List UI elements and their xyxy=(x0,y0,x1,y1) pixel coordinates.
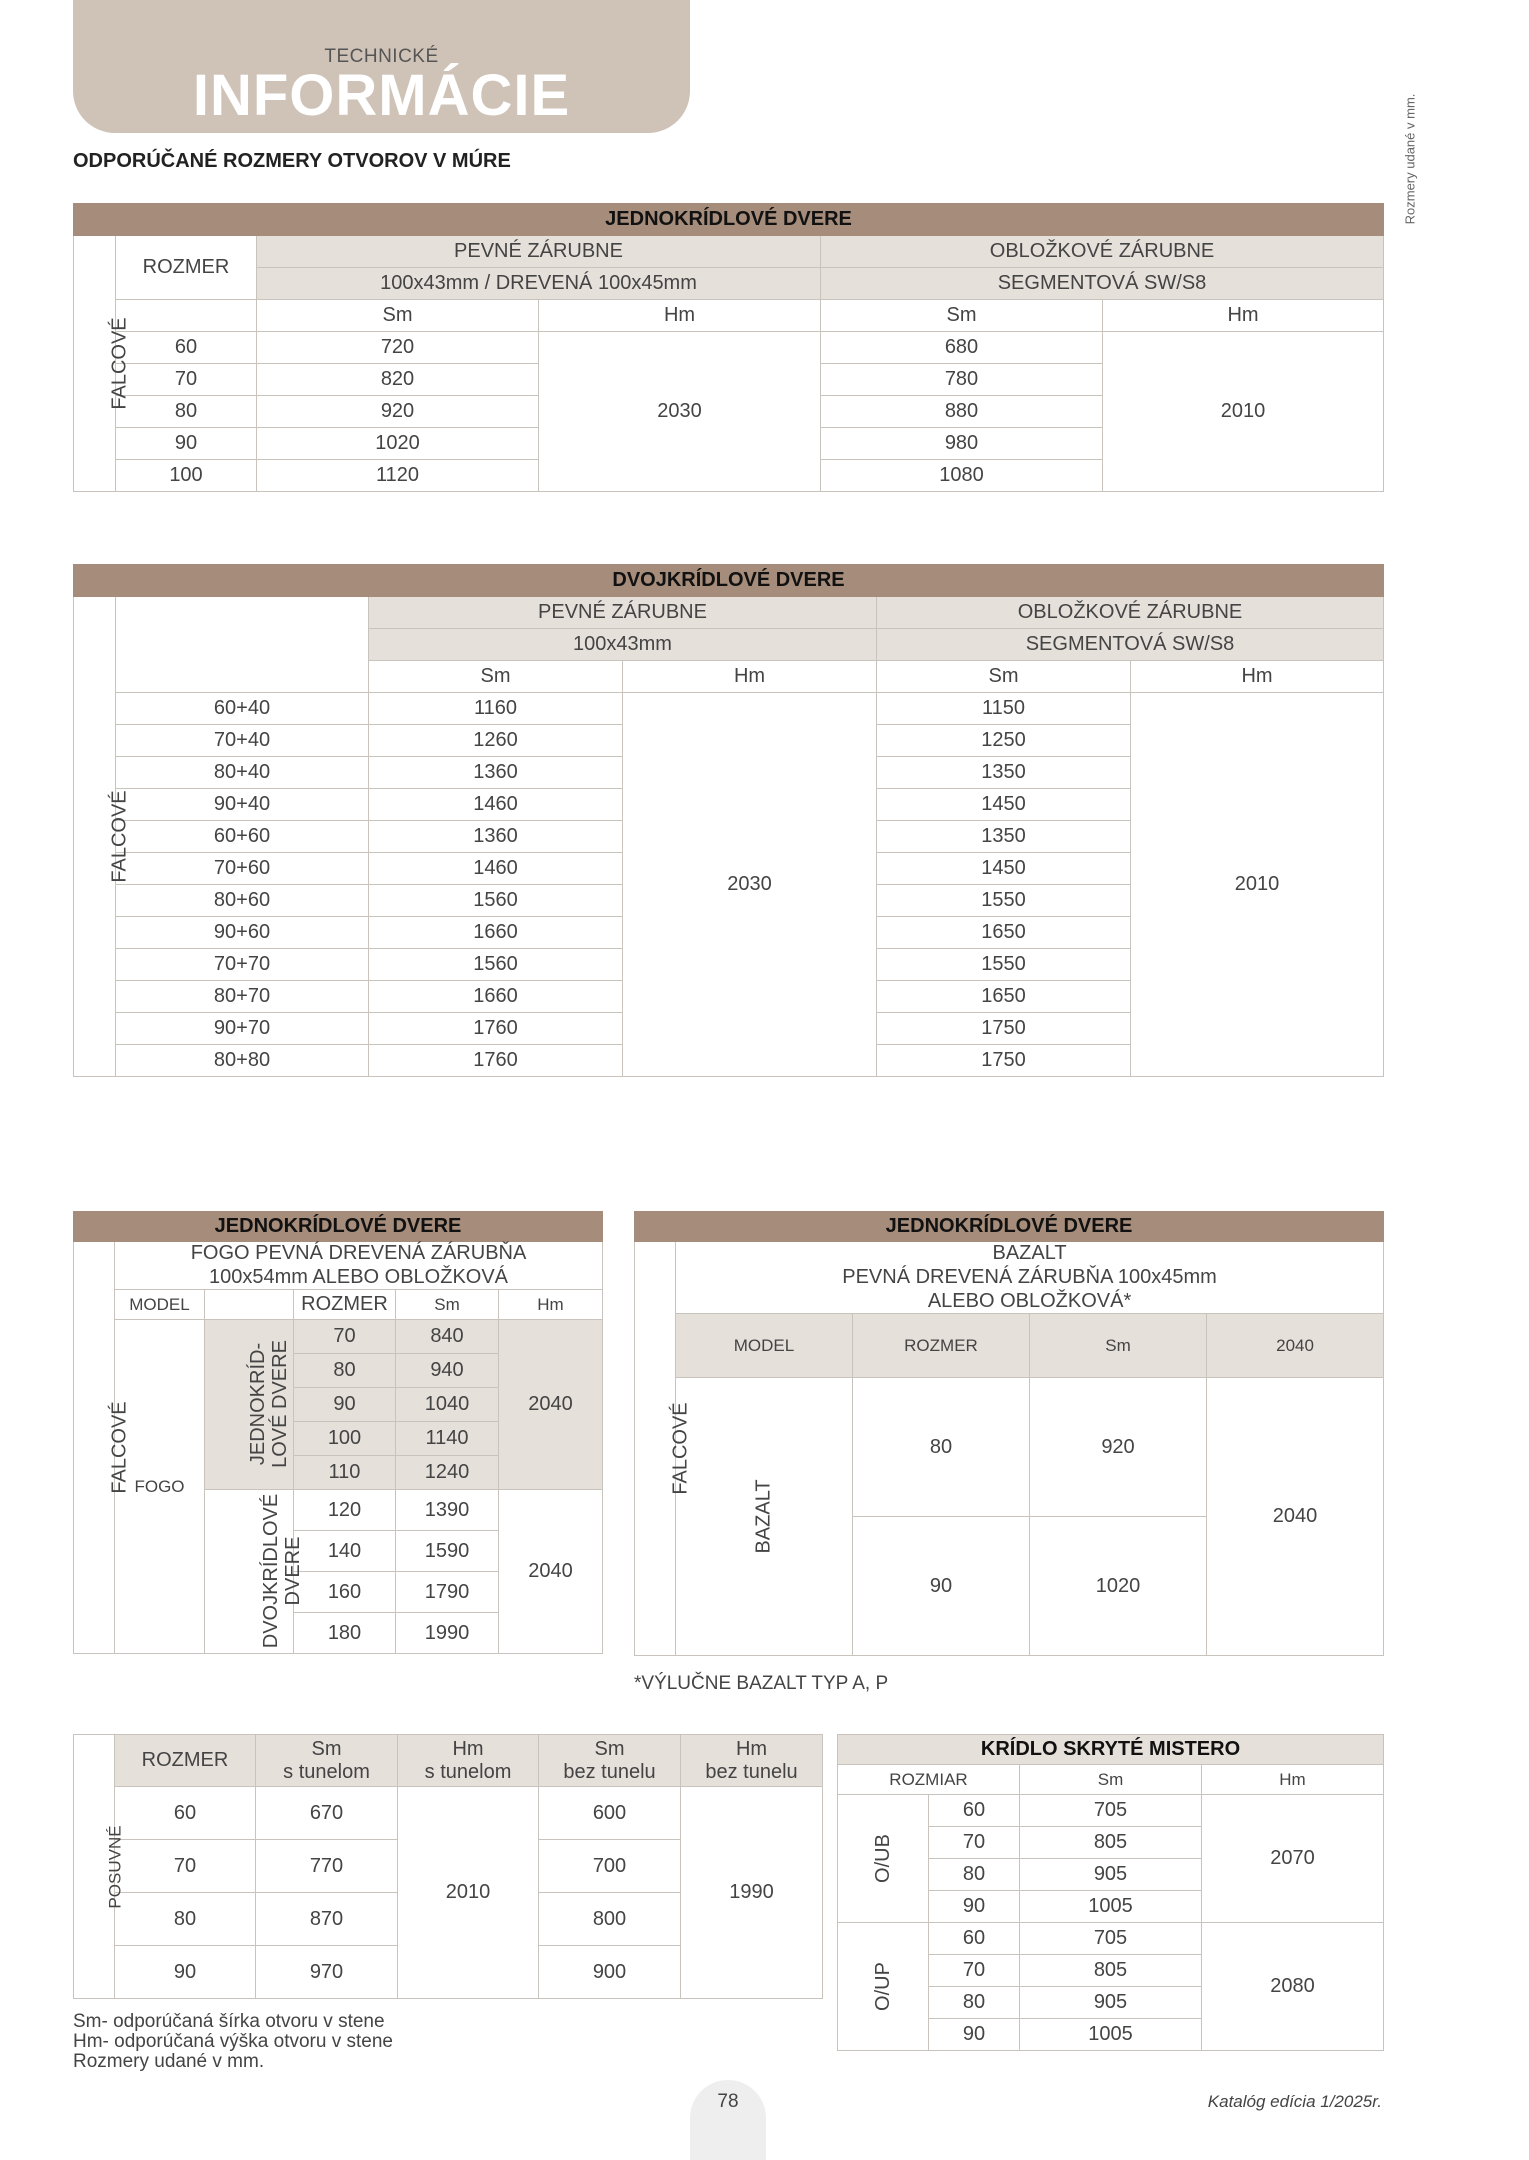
group-header: OBLOŽKOVÉ ZÁRUBNE xyxy=(821,236,1384,268)
cell: 1460 xyxy=(369,789,623,821)
cell: 920 xyxy=(1030,1378,1207,1517)
cell-merged: 2030 xyxy=(539,332,821,492)
table-title: KRÍDLO SKRYTÉ MISTERO xyxy=(838,1735,1384,1765)
cell: 180 xyxy=(294,1613,396,1654)
cell: 1560 xyxy=(369,949,623,981)
cell: 1040 xyxy=(396,1388,499,1422)
cell: 1550 xyxy=(877,949,1131,981)
cell: 1790 xyxy=(396,1572,499,1613)
cell: 800 xyxy=(539,1893,681,1946)
cell: 1560 xyxy=(369,885,623,917)
cell: 110 xyxy=(294,1456,396,1490)
cell: 600 xyxy=(539,1787,681,1840)
cell-merged: 2040 xyxy=(499,1320,603,1490)
side-label: FALCOVÉ xyxy=(74,1242,115,1654)
col-header-hm: Hm xyxy=(499,1290,603,1320)
cell: 1650 xyxy=(877,981,1131,1013)
cell: 1080 xyxy=(821,460,1103,492)
cell: 140 xyxy=(294,1531,396,1572)
cell: 90+70 xyxy=(116,1013,369,1045)
cell: 1660 xyxy=(369,981,623,1013)
cell: 70 xyxy=(294,1320,396,1354)
cell: 90 xyxy=(929,2019,1020,2051)
cell: 1020 xyxy=(257,428,539,460)
table-sliding-doors xyxy=(73,1734,823,1999)
cell: 1590 xyxy=(396,1531,499,1572)
model-name: BAZALT xyxy=(676,1378,853,1656)
cell: 905 xyxy=(1020,1859,1202,1891)
cell: 90+60 xyxy=(116,917,369,949)
cell: 870 xyxy=(256,1893,398,1946)
group-subheader: 100x43mm xyxy=(369,629,877,661)
cell: 1360 xyxy=(369,821,623,853)
table-desc: BAZALT xyxy=(676,1242,1384,1266)
header-big-title: INFORMÁCIE xyxy=(192,63,571,128)
cell: 1140 xyxy=(396,1422,499,1456)
cell: 1550 xyxy=(877,885,1131,917)
cell: 90+40 xyxy=(116,789,369,821)
cell: 880 xyxy=(821,396,1103,428)
cell: 70+60 xyxy=(116,853,369,885)
col-header-model: MODEL xyxy=(676,1314,853,1378)
cell: 805 xyxy=(1020,1827,1202,1859)
cell: 1240 xyxy=(396,1456,499,1490)
header-small-title: TECHNICKÉ xyxy=(324,46,439,67)
cell: 70 xyxy=(115,1840,256,1893)
col-header-hm: 2040 xyxy=(1207,1314,1384,1378)
cell-merged: 2010 xyxy=(1103,332,1384,492)
col-header-hm: Hm xyxy=(623,661,877,693)
cell: 160 xyxy=(294,1572,396,1613)
cell-merged: 2080 xyxy=(1202,1923,1384,2051)
group-header: PEVNÉ ZÁRUBNE xyxy=(369,597,877,629)
group-label: JEDNOKRÍD- LOVÉ DVERE xyxy=(205,1320,294,1490)
cell: 1005 xyxy=(1020,2019,1202,2051)
cell: 60 xyxy=(929,1795,1020,1827)
cell-merged: 2010 xyxy=(398,1787,539,1999)
col-header-rozmer: ROZMER xyxy=(115,1735,256,1787)
cell: 80 xyxy=(115,1893,256,1946)
col-header-sm: Sm xyxy=(877,661,1131,693)
col-header-hm-tunnel: Hm s tunelom xyxy=(398,1735,539,1787)
cell: 670 xyxy=(256,1787,398,1840)
col-header-rozmiar: ROZMIAR xyxy=(838,1765,1020,1795)
cell: 90 xyxy=(294,1388,396,1422)
cell-merged: 2040 xyxy=(499,1490,603,1654)
table-title: JEDNOKRÍDLOVÉ DVERE xyxy=(74,204,1384,236)
group-header: PEVNÉ ZÁRUBNE xyxy=(257,236,821,268)
cell: 820 xyxy=(257,364,539,396)
bazalt-footnote: *VÝLUČNE BAZALT TYP A, P xyxy=(634,1673,889,1694)
group-label: DVOJKRÍDLOVÉ DVERE xyxy=(205,1490,294,1654)
col-header-hm: Hm xyxy=(1103,300,1384,332)
cell: 80 xyxy=(116,396,257,428)
col-header-sm: Sm xyxy=(396,1290,499,1320)
cell: 60 xyxy=(929,1923,1020,1955)
model-name: FOGO xyxy=(115,1320,205,1654)
table-title: JEDNOKRÍDLOVÉ DVERE xyxy=(635,1212,1384,1242)
cell-merged: 2010 xyxy=(1131,693,1384,1077)
cell: 60+40 xyxy=(116,693,369,725)
col-header-hm: Hm xyxy=(1202,1765,1384,1795)
page-number: 78 xyxy=(690,2080,766,2160)
cell: 80+40 xyxy=(116,757,369,789)
col-header-hm: Hm xyxy=(539,300,821,332)
cell: 680 xyxy=(821,332,1103,364)
cell: 70 xyxy=(116,364,257,396)
cell: 70+40 xyxy=(116,725,369,757)
col-header-rozmer: ROZMER xyxy=(116,236,257,300)
col-header-model: MODEL xyxy=(115,1290,205,1320)
cell: 1260 xyxy=(369,725,623,757)
group-label: O/UB xyxy=(838,1795,929,1923)
col-header-hm-no-tunnel: Hm bez tunelu xyxy=(681,1735,823,1787)
side-label: FALCOVÉ xyxy=(635,1242,676,1656)
catalog-edition: Katalóg edícia 1/2025r. xyxy=(1207,2092,1382,2111)
cell: 80 xyxy=(929,1987,1020,2019)
group-label: O/UP xyxy=(838,1923,929,2051)
cell: 90 xyxy=(115,1946,256,1999)
cell: 920 xyxy=(257,396,539,428)
side-label: POSUVNÉ xyxy=(74,1735,115,1999)
cell: 980 xyxy=(821,428,1103,460)
col-header-rozmer: ROZMER xyxy=(294,1290,396,1320)
cell: 1160 xyxy=(369,693,623,725)
cell: 900 xyxy=(539,1946,681,1999)
legend-line: Rozmery udané v mm. xyxy=(73,2051,265,2072)
table-fogo xyxy=(73,1211,603,1654)
table-desc: FOGO PEVNÁ DREVENÁ ZÁRUBŇA xyxy=(115,1242,603,1266)
cell: 80+80 xyxy=(116,1045,369,1077)
cell: 70+70 xyxy=(116,949,369,981)
col-header-sm-tunnel: Sm s tunelom xyxy=(256,1735,398,1787)
cell: 80 xyxy=(929,1859,1020,1891)
cell-merged: 2040 xyxy=(1207,1378,1384,1656)
col-header-sm: Sm xyxy=(1020,1765,1202,1795)
side-note: Rozmery udané v mm. xyxy=(1402,93,1418,225)
cell-merged: 1990 xyxy=(681,1787,823,1999)
group-subheader: SEGMENTOVÁ SW/S8 xyxy=(877,629,1384,661)
cell: 60 xyxy=(115,1787,256,1840)
col-header-sm: Sm xyxy=(257,300,539,332)
table-title: DVOJKRÍDLOVÉ DVERE xyxy=(74,565,1384,597)
table-desc: ALEBO OBLOŽKOVÁ* xyxy=(676,1290,1384,1314)
section-subtitle: ODPORÚČANÉ ROZMERY OTVOROV V MÚRE xyxy=(73,150,511,172)
cell: 70 xyxy=(929,1827,1020,1859)
group-subheader: SEGMENTOVÁ SW/S8 xyxy=(821,268,1384,300)
cell: 100 xyxy=(294,1422,396,1456)
cell: 1350 xyxy=(877,821,1131,853)
cell: 60 xyxy=(116,332,257,364)
col-header-sm: Sm xyxy=(821,300,1103,332)
legend xyxy=(73,2012,393,2072)
cell: 90 xyxy=(853,1517,1030,1656)
cell: 1360 xyxy=(369,757,623,789)
cell: 705 xyxy=(1020,1923,1202,1955)
table-double-leaf-doors xyxy=(73,564,1384,1077)
cell: 1650 xyxy=(877,917,1131,949)
cell: 780 xyxy=(821,364,1103,396)
cell: 1760 xyxy=(369,1045,623,1077)
cell: 1390 xyxy=(396,1490,499,1531)
cell: 1450 xyxy=(877,789,1131,821)
cell-merged: 2070 xyxy=(1202,1795,1384,1923)
cell: 1120 xyxy=(257,460,539,492)
col-header-rozmer: ROZMER xyxy=(853,1314,1030,1378)
cell: 700 xyxy=(539,1840,681,1893)
cell: 1250 xyxy=(877,725,1131,757)
table-desc: 100x54mm ALEBO OBLOŽKOVÁ xyxy=(115,1266,603,1290)
cell: 1660 xyxy=(369,917,623,949)
cell: 70 xyxy=(929,1955,1020,1987)
table-title: JEDNOKRÍDLOVÉ DVERE xyxy=(74,1212,603,1242)
cell: 970 xyxy=(256,1946,398,1999)
cell: 100 xyxy=(116,460,257,492)
cell: 1750 xyxy=(877,1013,1131,1045)
col-header-hm: Hm xyxy=(1131,661,1384,693)
table-mistero xyxy=(837,1734,1384,2051)
col-header-sm-no-tunnel: Sm bez tunelu xyxy=(539,1735,681,1787)
cell: 705 xyxy=(1020,1795,1202,1827)
cell: 90 xyxy=(116,428,257,460)
side-label: FALCOVÉ xyxy=(74,236,116,492)
cell: 1450 xyxy=(877,853,1131,885)
cell: 1460 xyxy=(369,853,623,885)
cell: 940 xyxy=(396,1354,499,1388)
cell: 1150 xyxy=(877,693,1131,725)
legend-line: Sm- odporúčaná šírka otvoru v stene xyxy=(73,2011,385,2032)
cell-merged: 2030 xyxy=(623,693,877,1077)
cell: 80+70 xyxy=(116,981,369,1013)
cell: 60+60 xyxy=(116,821,369,853)
cell: 805 xyxy=(1020,1955,1202,1987)
cell: 770 xyxy=(256,1840,398,1893)
cell: 80+60 xyxy=(116,885,369,917)
cell: 1020 xyxy=(1030,1517,1207,1656)
cell: 1005 xyxy=(1020,1891,1202,1923)
table-single-leaf-doors xyxy=(73,203,1384,492)
side-label: FALCOVÉ xyxy=(74,597,116,1077)
legend-line: Hm- odporúčaná výška otvoru v stene xyxy=(73,2031,393,2052)
table-desc: PEVNÁ DREVENÁ ZÁRUBŇA 100x45mm xyxy=(676,1266,1384,1290)
cell: 720 xyxy=(257,332,539,364)
cell: 120 xyxy=(294,1490,396,1531)
cell: 905 xyxy=(1020,1987,1202,2019)
col-header-sm: Sm xyxy=(369,661,623,693)
group-subheader: 100x43mm / DREVENÁ 100x45mm xyxy=(257,268,821,300)
cell: 1990 xyxy=(396,1613,499,1654)
cell: 840 xyxy=(396,1320,499,1354)
cell: 80 xyxy=(294,1354,396,1388)
cell: 80 xyxy=(853,1378,1030,1517)
group-header: OBLOŽKOVÉ ZÁRUBNE xyxy=(877,597,1384,629)
cell: 90 xyxy=(929,1891,1020,1923)
table-bazalt xyxy=(634,1211,1384,1656)
cell: 1760 xyxy=(369,1013,623,1045)
cell: 1750 xyxy=(877,1045,1131,1077)
col-header-sm: Sm xyxy=(1030,1314,1207,1378)
cell: 1350 xyxy=(877,757,1131,789)
